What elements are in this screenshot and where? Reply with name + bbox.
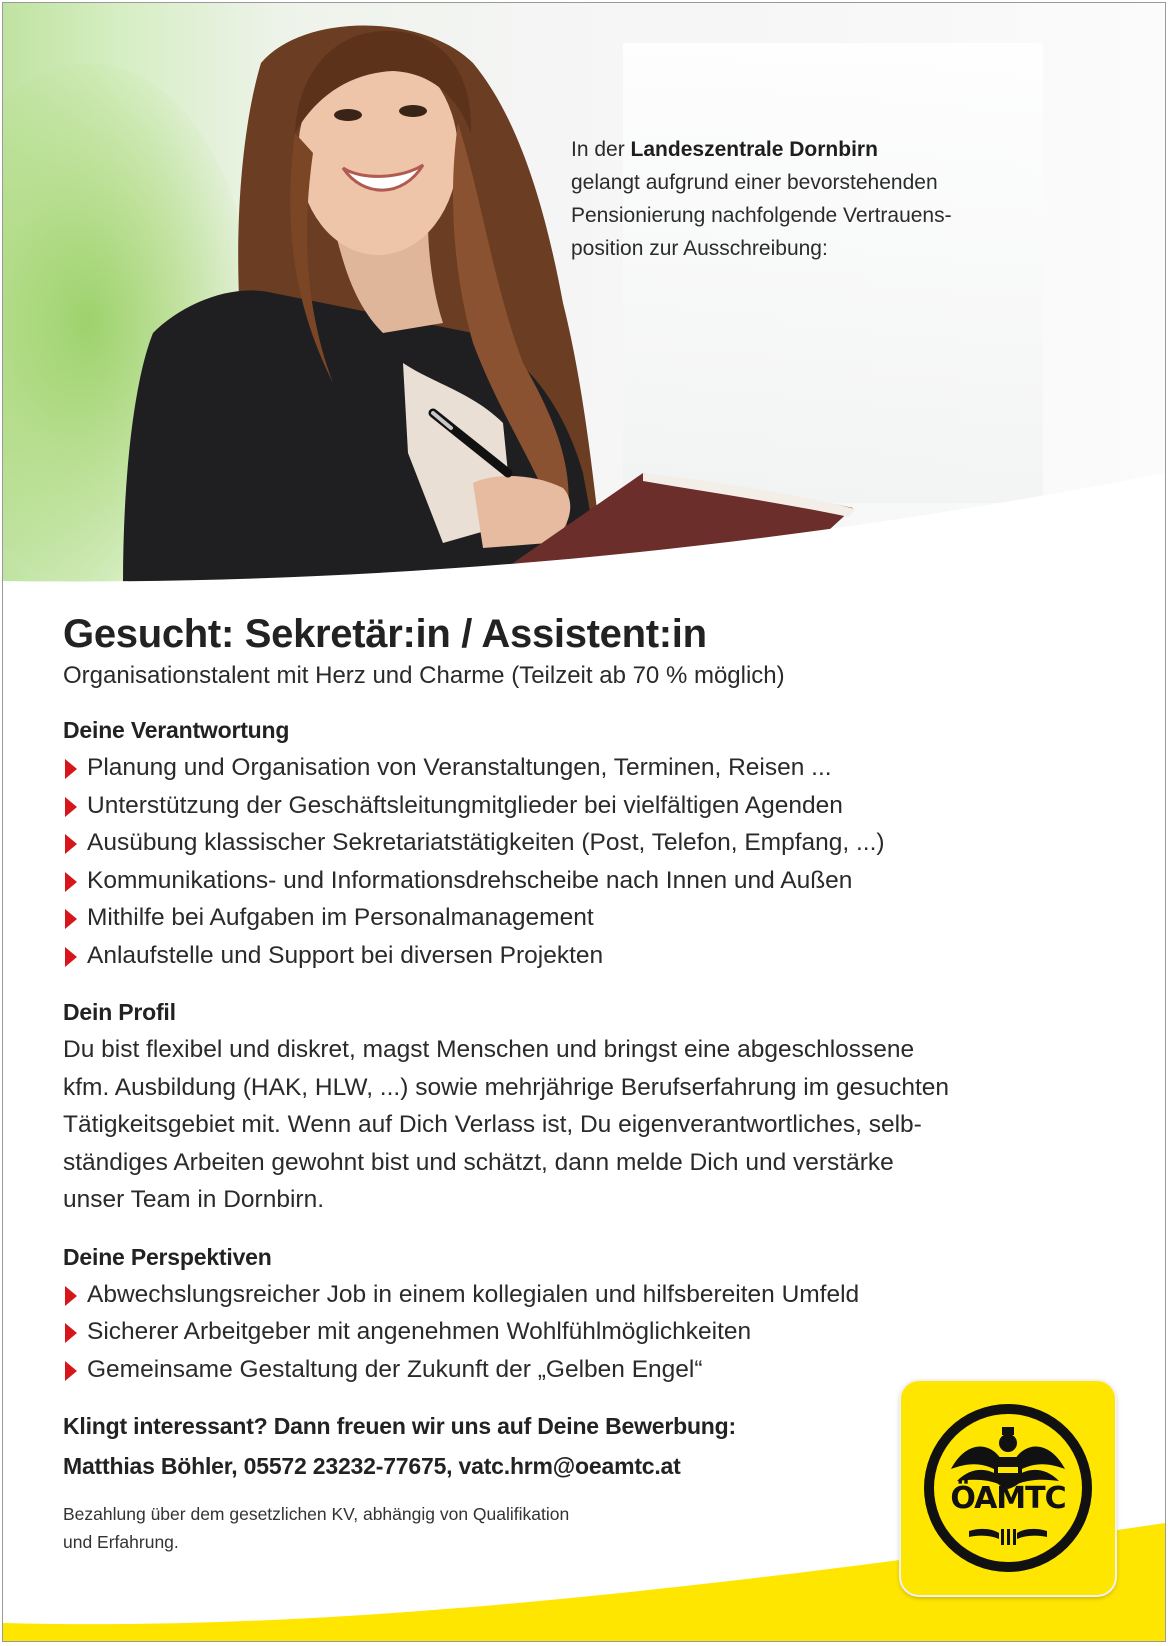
list-item: Sicherer Arbeitgeber mit angenehmen Wohlfühlmöglichkeiten <box>63 1313 1123 1351</box>
subtitle: Organisationstalent mit Herz und Charme (Teilzeit ab 70 % möglich) <box>63 662 785 689</box>
list-item: Ausübung klassischer Sekretariatstätigkeiten (Post, Telefon, Empfang, ...) <box>63 824 1123 862</box>
contact-line[interactable]: Matthias Böhler, 05572 23232-77675, vatc.hrm@oeamtc.at <box>63 1453 681 1479</box>
profile-text: Du bist flexibel und diskret, magst Menschen und bringst eine abgeschlossene kfm. Ausbildung (HAK, HLW, ...) sowie mehrjährige Berufserfahrung im gesuchten Tätigkeitsgebiet mit. Wenn auf Dich Verlass ist, Du eigenverantwortliches, selb- ständiges Arbeiten gewohnt bist und schätzt, dann melde Dich und verstärke unser Team in Dornbirn. <box>63 1036 950 1213</box>
red-arrow-icon <box>65 759 77 779</box>
section-heading-perspectives: Deine Perspektiven <box>63 1243 272 1270</box>
red-arrow-icon <box>65 872 77 892</box>
intro-text: In der Landeszentrale Dornbirn gelangt aufgrund einer bevorstehenden Pensionierung nachfolgende Vertrauens- position zur Ausschreibung: <box>571 138 952 260</box>
section-heading-responsibility: Deine Verantwortung <box>63 717 290 743</box>
hero-photo-area <box>3 3 1165 623</box>
red-arrow-icon <box>65 1323 77 1343</box>
oeamtc-logo <box>901 1381 1115 1595</box>
page-title: Gesucht: Sekretär:in / Assistent:in <box>63 612 707 656</box>
red-arrow-icon <box>65 797 77 817</box>
intro-location: Landeszentrale Dornbirn <box>630 138 878 161</box>
responsibility-list <box>63 749 1123 974</box>
list-item: Mithilfe bei Aufgaben im Personalmanagement <box>63 899 1123 937</box>
red-arrow-icon <box>65 1361 77 1381</box>
red-arrow-icon <box>65 1286 77 1306</box>
list-item: Gemeinsame Gestaltung der Zukunft der „Gelben Engel“ <box>63 1351 1123 1389</box>
list-item: Anlaufstelle und Support bei diversen Projekten <box>63 937 1123 975</box>
red-arrow-icon <box>65 834 77 854</box>
salary-note: Bezahlung über dem gesetzlichen KV, abhängig von Qualifikation und Erfahrung. <box>63 1504 570 1552</box>
section-heading-profile: Dein Profil <box>63 999 176 1025</box>
list-item: Unterstützung der Geschäftsleitungmitglieder bei vielfältigen Agenden <box>63 787 1123 825</box>
white-curve <box>3 3 1165 623</box>
job-ad-page <box>2 2 1166 1642</box>
perspectives-list <box>63 1276 1123 1389</box>
list-item: Kommunikations- und Informationsdrehscheibe nach Innen und Außen <box>63 862 1123 900</box>
cta-line: Klingt interessant? Dann freuen wir uns auf Deine Bewerbung: <box>63 1413 736 1439</box>
red-arrow-icon <box>65 909 77 929</box>
red-arrow-icon <box>65 947 77 967</box>
logo-wordmark: ÖAMTC <box>950 1481 1066 1516</box>
list-item: Abwechslungsreicher Job in einem kollegialen und hilfsbereiten Umfeld <box>63 1276 1123 1314</box>
list-item: Planung und Organisation von Veranstaltungen, Terminen, Reisen ... <box>63 749 1123 787</box>
